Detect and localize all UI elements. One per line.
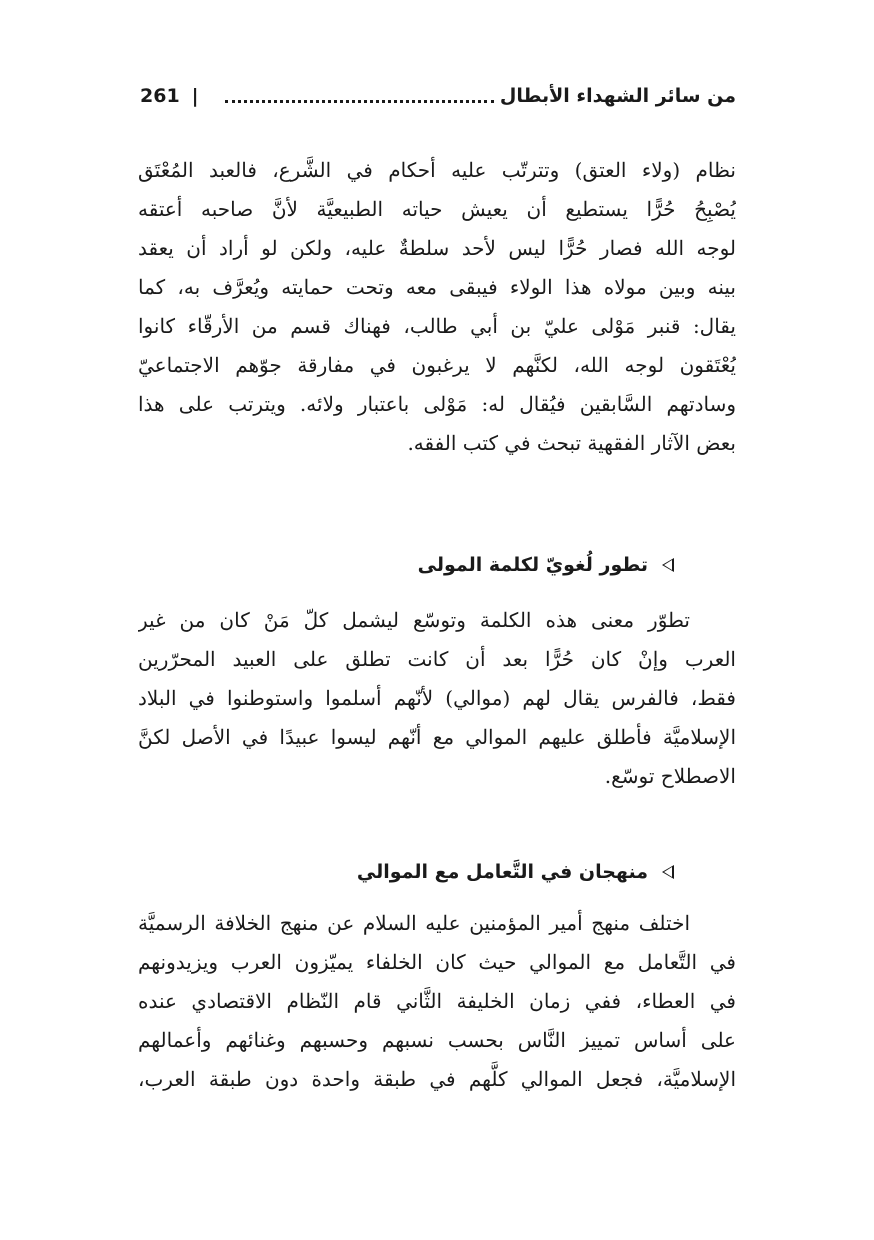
text-line: في التَّعامل مع الموالي حيث كان الخلفاء يميّزون العرب ويزيدونهم [138, 950, 736, 974]
section-heading-text: تطور لُغويّ لكلمة المولى [417, 554, 648, 576]
header-separator: | [191, 85, 199, 107]
text-line: الإسلاميَّة، فجعل الموالي كلَّهم في طبقة واحدة دون طبقة العرب، [138, 1067, 736, 1091]
text-line: يقال: قنبر مَوْلى عليّ بن أبي طالب، فهناك قسم من الأرقّاء كانوا [138, 314, 736, 338]
text-line: الإسلاميَّة فأطلق عليهم الموالي مع أنّهم ليسوا عبيدًا في الأصل لكنَّ [138, 725, 736, 749]
text-line: نظام (ولاء العتق) وتترتّب عليه أحكام في الشَّرع، فالعبد المُعْتَق [138, 158, 736, 182]
text-line: في العطاء، ففي زمان الخليفة الثَّاني قام النّظام الاقتصادي عنده [138, 989, 736, 1013]
text-line: اختلف منهج أمير المؤمنين عليه السلام عن منهج الخلافة الرسميَّة [138, 911, 690, 935]
text-line: يُصْبِحُ حُرًّا يستطيع أن يعيش حياته الطبيعيَّة لأنَّ صاحبه أعتقه [138, 197, 736, 221]
section-heading-text: منهجان في التَّعامل مع الموالي [356, 861, 648, 883]
text-line: فقط، فالفرس يقال لهم (موالي) لأنّهم أسلموا واستوطنوا في البلاد [138, 686, 736, 710]
text-line: بينه وبين مولاه هذا الولاء فيبقى معه وتحت حمايته ويُعرَّف به، كما [138, 275, 736, 299]
text-line: بعض الآثار الفقهية تبحث في كتب الفقه. [407, 431, 736, 455]
text-line: تطوّر معنى هذه الكلمة وتوسّع ليشمل كلّ مَنْ كان من غير [138, 608, 690, 632]
running-header-title: من سائر الشهداء الأبطال [499, 85, 736, 107]
text-line: الاصطلاح توسّع. [604, 764, 736, 788]
section-heading-linguistic-evolution [138, 545, 736, 585]
paragraph-linguistic-evolution [138, 601, 736, 796]
text-line: يُعْتَقون لوجه الله، لكنَّهم لا يرغبون في مفارقة جوّهم الاجتماعيّ [138, 353, 736, 377]
running-header [140, 78, 736, 114]
text-line: على أساس تمييز النَّاس بحسب نسبهم وحسبهم وغنائهم وأعمالهم [138, 1028, 736, 1052]
section-heading-two-approaches [138, 852, 736, 892]
triangle-bullet-icon [662, 865, 674, 879]
paragraph-two-approaches [138, 904, 736, 1099]
paragraph-wala-al-itq [138, 151, 736, 463]
text-line: وسادتهم السَّابقين فيُقال له: مَوْلى باعتبار ولائه. ويترتب على هذا [138, 392, 736, 416]
page-number: 261 [140, 85, 180, 107]
text-line: لوجه الله فصار حُرًّا ليس لأحد سلطةٌ عليه، ولكن لو أراد أن يعقد [138, 236, 736, 260]
triangle-bullet-icon [662, 558, 674, 572]
leader-dots [225, 100, 494, 103]
text-line: العرب وإنْ كان حُرًّا بعد أن كانت تطلق على العبيد المحرّرين [138, 647, 736, 671]
